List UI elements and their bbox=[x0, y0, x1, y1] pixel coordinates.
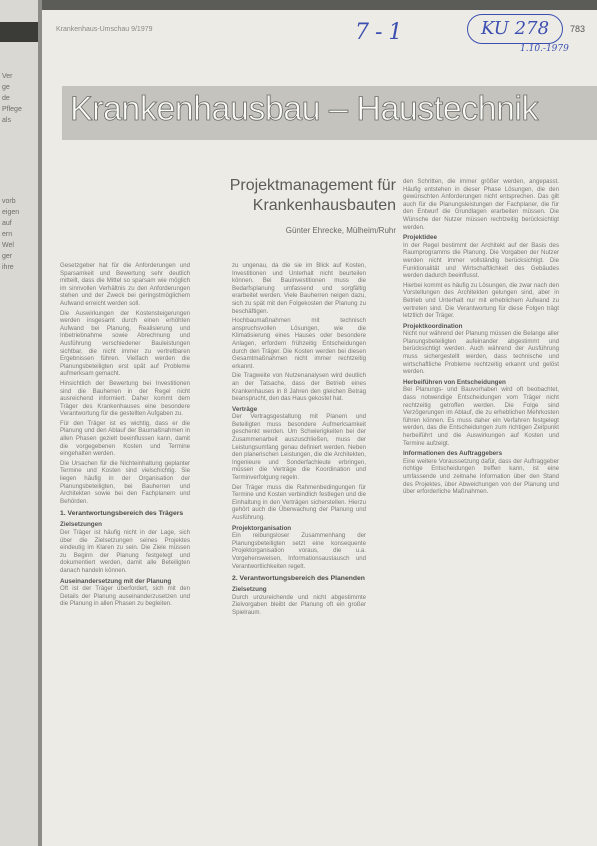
paragraph: Ein reibungsloser Zusammenhang der Planungsbeteiligten setzt eine konsequente Projektorganisation voraus, die u.a. Vorgehensweisen, Informationsaustausch und Verantwortlichkeiten regelt. bbox=[232, 532, 366, 570]
paragraph: Bei Planungs- und Bauvorhaben wird oft beobachtet, dass notwendige Entscheidungen vom Träger nicht rechtzeitig getroffen werden. Die Folge sind Verzögerungen im Ablauf, die zu erheblichen Mehrkosten führen können. Es muss daher ein Verfahren festgelegt werden, das die Entscheidungen zum richtigen Zeitpunkt herbeiführt und die Auswirkungen auf Kosten und Termine aufzeigt. bbox=[403, 386, 559, 447]
margin-word: ihre bbox=[2, 264, 14, 271]
margin-word: Ver bbox=[2, 73, 13, 80]
subsection-heading: Projektkoordination bbox=[403, 322, 463, 330]
paragraph: Die Tragweite von Nutzenanalysen wird deutlich an der Tatsache, dass der Betrieb eines Krankenhauses in 8 Jahren den gleichen Betrag beansprucht, den das Haus gekostet hat. bbox=[232, 372, 366, 403]
paragraph: Der Träger muss die Rahmenbedingungen für Termine und Kosten verbindlich festlegen und die Einhaltung in den Verträgen sicherstellen. Hierzu gehört auch die Überwachung der Planung und Ausführung. bbox=[232, 483, 366, 521]
handwritten-date: 1.10.-1979 bbox=[520, 44, 569, 54]
margin-word: vorb bbox=[2, 198, 16, 205]
page-number: 783 bbox=[570, 24, 586, 34]
text-column-1 bbox=[60, 262, 190, 610]
binding-shadow bbox=[38, 0, 42, 846]
text-column-3 bbox=[403, 178, 559, 498]
paragraph: Die Auswirkungen der Kostensteigerungen werden insgesamt durch einen erhöhten Aufwand bei Planung, Realisierung und Inbetriebnahme sowie Abrechnung und Ausführung verschiedener Bauleistungen sichtbar, die nicht immer zu vertretbaren Ergebnissen führen. Vielfach werden die Planungsbeteiligten erst spät auf Probleme aufmerksam gemacht. bbox=[60, 309, 190, 378]
margin-word: ger bbox=[2, 253, 13, 260]
paragraph: Der Träger ist häufig nicht in der Lage, sich über die Zielsetzungen seines Projektes eindeutig im Klaren zu sein. Die Ziele müssen zu Beginn der Planung festgelegt und dokumentiert werden, damit alle Beteiligten danach handeln können. bbox=[60, 529, 190, 574]
previous-page-tab bbox=[0, 22, 38, 42]
article-subtitle: Projektmanagement für Krankenhausbauten bbox=[229, 177, 396, 214]
margin-word: als bbox=[2, 117, 11, 124]
paragraph: den Schritten, die immer größer werden, angepasst. Häufig entstehen in dieser Phase Lösungen, die den gewünschten Anforderungen nicht entsprechen. Das gilt auch für die Planungsleistungen der Fachplaner, die für den Entwurf die Grundlagen erarbeiten müssen. Die Wünsche der Nutzer müssen rechtzeitig berücksichtigt werden. bbox=[403, 178, 559, 231]
margin-word: eigen bbox=[2, 209, 20, 216]
margin-word: ge bbox=[2, 84, 10, 91]
text-column-2 bbox=[232, 262, 366, 619]
paragraph: Gesetzgeber hat für die Anforderungen und Sparsamkeit und Bewertung sehr deutlich mitteilt, dass die Mittel so sparsam wie möglich im sinnvollen Verhältnis zu den Anforderungen stehen und der Zweck bei geringstmöglichem Aufwand erreicht werden soll. bbox=[60, 262, 190, 307]
margin-word: auf bbox=[2, 220, 12, 227]
subsection-heading: Zielsetzungen bbox=[60, 521, 102, 529]
margin-word: Pflege bbox=[2, 106, 22, 113]
handwritten-code: KU 278 bbox=[467, 14, 563, 44]
subsection-heading: Auseinandersetzung mit der Planung bbox=[60, 577, 172, 585]
section-heading: 1. Verantwortungsbereich des Trägers bbox=[60, 510, 184, 518]
subsection-heading: Informationen des Auftraggebers bbox=[403, 450, 503, 458]
article-author: Günter Ehrecke, Mülheim/Ruhr bbox=[285, 226, 396, 235]
paragraph: zu ungenau, da die sie im Blick auf Kosten, Investitionen und Unterhalt nicht beurteilen können. Bei Bauinvestitionen muss die Bedarfsplanung umfassend und sorgfältig erarbeitet werden. Viele Bauherren neigen dazu, sich zu spät mit den Folgekosten der Planung zu beschäftigen. bbox=[232, 262, 366, 315]
margin-word: ern bbox=[2, 231, 13, 238]
subsection-heading: Projektidee bbox=[403, 234, 437, 242]
paragraph: Oft ist der Träger überfordert, sich mit den Details der Planung auseinanderzusetzen und die Planung in allen Phasen zu begleiten. bbox=[60, 585, 190, 608]
subsection-heading: Verträge bbox=[232, 405, 258, 413]
paragraph: Für den Träger ist es wichtig, dass er die Planung und den Ablauf der Baumaßnahmen in allen Phasen gezielt beeinflussen kann, damit die vorgegebenen Kosten und Termine eingehalten werden. bbox=[60, 419, 190, 458]
article-title: Krankenhausbau – Haustechnik bbox=[70, 90, 538, 128]
journal-header: Krankenhaus-Umschau 9/1979 bbox=[56, 26, 153, 33]
subsection-heading: Projektorganisation bbox=[232, 524, 292, 532]
subsection-heading: Herbeiführen von Entscheidungen bbox=[403, 378, 506, 386]
subsection-heading: Zielsetzung bbox=[232, 586, 267, 594]
section-heading: 2. Verantwortungsbereich des Planenden bbox=[232, 575, 365, 583]
paragraph: Die Ursachen für die Nichteinhaltung geplanter Termine und Kosten sind vielschichtig. Sie liegen häufig in der Organisation der Planungsbeteiligten, bei Bauherren und Architekten sowie bei den Fachplanern und Behörden. bbox=[60, 459, 190, 505]
paragraph: In der Regel bestimmt der Architekt auf der Basis des Raumprogramms die Planung. Die Vorgaben der Nutzer werden nicht immer vollständig berücksichtigt. Die Funktionalität und Wirtschaftlichkeit des Gebäudes werden dadurch beeinflusst. bbox=[403, 241, 559, 280]
paragraph: Eine weitere Voraussetzung dafür, dass der Auftraggeber richtige Entscheidungen treffen kann, ist eine umfassende und zeitnahe Information über den Stand des Projektes, über Abweichungen von der Planung und über erforderliche Maßnahmen. bbox=[403, 457, 559, 496]
paragraph: Hochbaumaßnahmen mit technisch anspruchsvollen Lösungen, wie die Klimatisierung eines Hauses oder besondere Anlagen, erfordern frühzeitig Entscheidungen durch den Träger. Die Kosten werden bei diesen Gesamtmaßnahmen nicht immer rechtzeitig erkannt. bbox=[232, 317, 366, 370]
paragraph: Nicht nur während der Planung müssen die Belange aller Planungsbeteiligten aufeinander abgestimmt und berücksichtigt werden. Auch während der Ausführung muss sichergestellt werden, dass technische und wirtschaftliche Probleme rechtzeitig erkannt und gelöst werden. bbox=[403, 330, 559, 376]
margin-word: de bbox=[2, 95, 10, 102]
paragraph: Hierbei kommt es häufig zu Lösungen, die zwar nach den Vorstellungen des Architekten gelungen sind, aber in Betrieb und Unterhalt nur mit erheblichem Aufwand zu vertreten sind. Die Verantwortung für diese Folgen trägt letztlich der Träger. bbox=[403, 281, 559, 320]
paragraph: Durch unzureichende und nicht abgestimmte Zielvorgaben bleibt der Planung oft ein großer Spielraum. bbox=[232, 593, 366, 616]
margin-word: Wel bbox=[2, 242, 14, 249]
paragraph: Hinsichtlich der Bewertung bei Investitionen sind die Bauherren in der Regel nicht ausreichend informiert. Daher kommt dem Träger des Krankenhauses eine besondere Verantwortung für die gestellten Aufgaben zu. bbox=[60, 379, 190, 418]
paragraph: Der Vertragsgestaltung mit Planern und Beteiligten muss besondere Aufmerksamkeit geschenkt werden. Um Schwierigkeiten bei der Zusammenarbeit auszuschließen, muss der Leistungsumfang genau definiert werden. Neben den planerischen Leistungen, die die Architekten, Ingenieure und Sonderfachleute erbringen, müssen die Verträge die Koordination und Terminverfolgung regeln. bbox=[232, 413, 366, 482]
handwritten-mark: 7-1 bbox=[355, 20, 409, 45]
previous-page-edge bbox=[0, 0, 39, 846]
